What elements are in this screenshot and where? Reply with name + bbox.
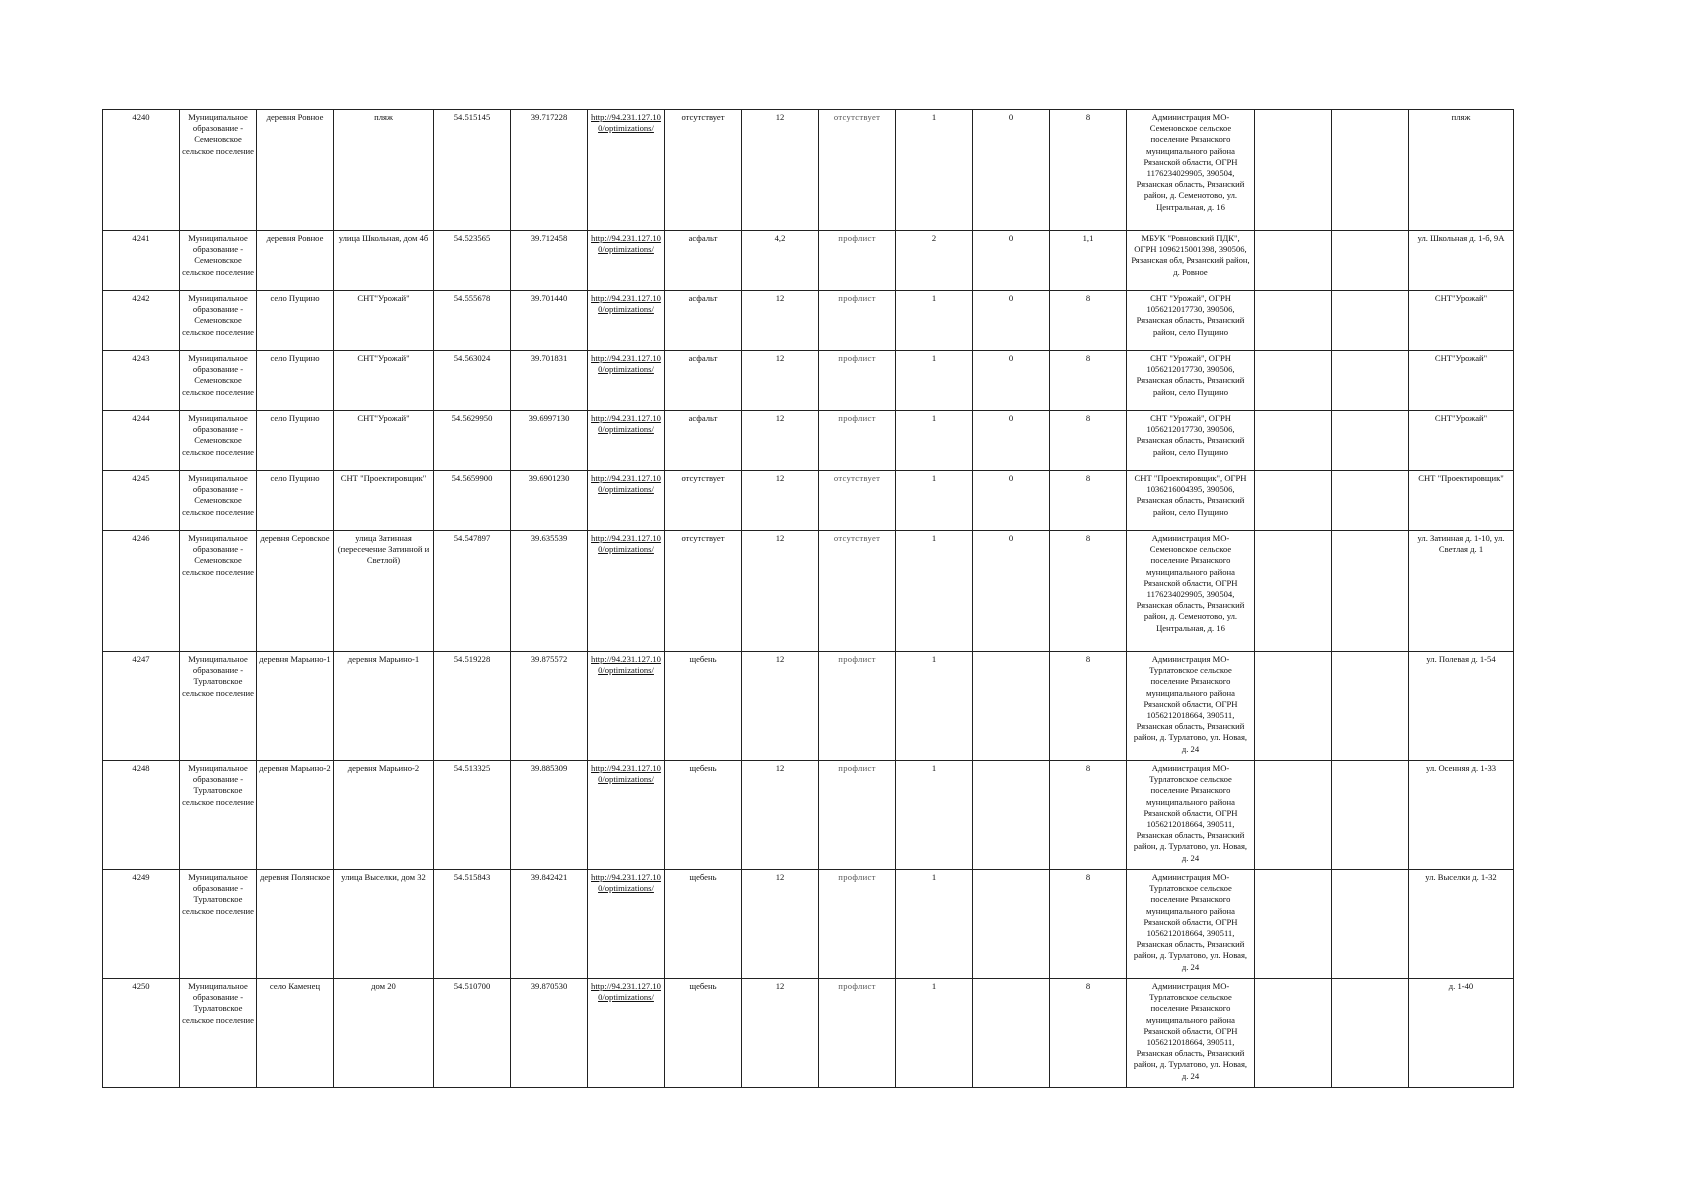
cell-empty — [1332, 351, 1409, 411]
cell-map-link[interactable] — [588, 761, 665, 870]
cell-fence: профлист — [819, 411, 896, 471]
cell-surface: асфальт — [665, 411, 742, 471]
cell-address: улица Школьная, дом 4б — [334, 231, 434, 291]
cell-settlement: деревня Полянское — [257, 870, 334, 979]
cell-latitude: 54.515843 — [434, 870, 511, 979]
table-row — [103, 291, 1514, 351]
cell-settlement: деревня Ровное — [257, 231, 334, 291]
cell-municipality: Муниципальное образование - Семеновское сельское поселение — [180, 110, 257, 231]
map-link[interactable]: http://94.231.127.10 0/optimizations/ — [591, 872, 661, 894]
cell-latitude: 54.513325 — [434, 761, 511, 870]
cell-empty — [1332, 110, 1409, 231]
cell-map-link[interactable] — [588, 979, 665, 1088]
cell-waste-sources: ул. Затинная д. 1-10, ул. Светлая д. 1 — [1409, 531, 1514, 652]
cell-volume: 1,1 — [1050, 231, 1127, 291]
registry-table-body — [103, 110, 1514, 1088]
cell-empty — [1332, 231, 1409, 291]
cell-empty — [1255, 291, 1332, 351]
table-row — [103, 411, 1514, 471]
cell-fence: отсутствует — [819, 471, 896, 531]
cell-map-link[interactable] — [588, 110, 665, 231]
cell-surface: асфальт — [665, 351, 742, 411]
cell-owner: СНТ "Урожай", ОГРН 1056212017730, 390506, Рязанская область, Рязанский район, село Пущино — [1127, 291, 1255, 351]
cell-empty — [1332, 471, 1409, 531]
cell-address: СНТ"Урожай" — [334, 291, 434, 351]
table-row — [103, 351, 1514, 411]
cell-waste-sources: ул. Выселки д. 1-32 — [1409, 870, 1514, 979]
cell-fence: отсутствует — [819, 110, 896, 231]
cell-id: 4250 — [103, 979, 180, 1088]
cell-area: 12 — [742, 471, 819, 531]
cell-waste-sources: СНТ"Урожай" — [1409, 291, 1514, 351]
cell-container-count: 1 — [896, 351, 973, 411]
cell-id: 4240 — [103, 110, 180, 231]
cell-owner: Администрация МО-Турлатовское сельское поселение Рязанского муниципального района Рязанской области, ОГРН 1056212018664, 390511, Рязанская область, Рязанский район, д. Турлатово, ул. Новая, д. 24 — [1127, 979, 1255, 1088]
cell-settlement: деревня Марьино-1 — [257, 652, 334, 761]
cell-map-link[interactable] — [588, 351, 665, 411]
cell-planned-count — [973, 979, 1050, 1088]
cell-container-count: 1 — [896, 110, 973, 231]
cell-container-count: 1 — [896, 471, 973, 531]
cell-latitude: 54.519228 — [434, 652, 511, 761]
map-link[interactable]: http://94.231.127.10 0/optimizations/ — [591, 473, 661, 495]
cell-waste-sources: СНТ"Урожай" — [1409, 411, 1514, 471]
cell-id: 4242 — [103, 291, 180, 351]
cell-map-link[interactable] — [588, 870, 665, 979]
cell-longitude: 39.701831 — [511, 351, 588, 411]
cell-planned-count: 0 — [973, 351, 1050, 411]
map-link[interactable]: http://94.231.127.10 0/optimizations/ — [591, 353, 661, 375]
cell-map-link[interactable] — [588, 471, 665, 531]
cell-empty — [1255, 110, 1332, 231]
cell-surface: асфальт — [665, 291, 742, 351]
cell-map-link[interactable] — [588, 291, 665, 351]
cell-settlement: деревня Серовское — [257, 531, 334, 652]
cell-municipality: Муниципальное образование - Турлатовское сельское поселение — [180, 761, 257, 870]
cell-surface: щебень — [665, 652, 742, 761]
cell-fence: профлист — [819, 761, 896, 870]
cell-id: 4247 — [103, 652, 180, 761]
cell-settlement: деревня Ровное — [257, 110, 334, 231]
cell-municipality: Муниципальное образование - Турлатовское сельское поселение — [180, 979, 257, 1088]
cell-container-count: 1 — [896, 291, 973, 351]
table-row — [103, 870, 1514, 979]
cell-area: 12 — [742, 761, 819, 870]
cell-empty — [1332, 531, 1409, 652]
cell-address: СНТ "Проектировщик" — [334, 471, 434, 531]
table-row — [103, 110, 1514, 231]
cell-id: 4241 — [103, 231, 180, 291]
cell-empty — [1332, 870, 1409, 979]
cell-planned-count: 0 — [973, 471, 1050, 531]
cell-area: 12 — [742, 291, 819, 351]
cell-empty — [1255, 471, 1332, 531]
cell-planned-count: 0 — [973, 110, 1050, 231]
table-row — [103, 979, 1514, 1088]
cell-volume: 8 — [1050, 652, 1127, 761]
cell-settlement: село Пущино — [257, 411, 334, 471]
cell-longitude: 39.6997130 — [511, 411, 588, 471]
cell-planned-count — [973, 870, 1050, 979]
cell-empty — [1332, 652, 1409, 761]
cell-owner: СНТ "Урожай", ОГРН 1056212017730, 390506, Рязанская область, Рязанский район, село Пущино — [1127, 411, 1255, 471]
cell-empty — [1255, 231, 1332, 291]
cell-empty — [1332, 761, 1409, 870]
cell-empty — [1255, 411, 1332, 471]
cell-settlement: село Каменец — [257, 979, 334, 1088]
table-row — [103, 231, 1514, 291]
cell-fence: профлист — [819, 291, 896, 351]
cell-latitude: 54.5659900 — [434, 471, 511, 531]
cell-municipality: Муниципальное образование - Турлатовское сельское поселение — [180, 652, 257, 761]
cell-latitude: 54.515145 — [434, 110, 511, 231]
cell-container-count: 1 — [896, 979, 973, 1088]
cell-settlement: село Пущино — [257, 351, 334, 411]
cell-surface: асфальт — [665, 231, 742, 291]
cell-address: улица Затинная (пересечение Затинной и Светлой) — [334, 531, 434, 652]
cell-longitude: 39.885309 — [511, 761, 588, 870]
cell-container-count: 1 — [896, 870, 973, 979]
cell-id: 4246 — [103, 531, 180, 652]
cell-address: пляж — [334, 110, 434, 231]
cell-container-count: 2 — [896, 231, 973, 291]
cell-address: СНТ"Урожай" — [334, 351, 434, 411]
cell-map-link[interactable] — [588, 652, 665, 761]
cell-area: 12 — [742, 411, 819, 471]
cell-volume: 8 — [1050, 291, 1127, 351]
map-link[interactable]: http://94.231.127.10 0/optimizations/ — [591, 654, 661, 676]
cell-surface: отсутствует — [665, 471, 742, 531]
cell-volume: 8 — [1050, 531, 1127, 652]
cell-longitude: 39.635539 — [511, 531, 588, 652]
cell-container-count: 1 — [896, 531, 973, 652]
cell-longitude: 39.712458 — [511, 231, 588, 291]
cell-fence: профлист — [819, 652, 896, 761]
cell-owner: Администрация МО-Турлатовское сельское поселение Рязанского муниципального района Рязанской области, ОГРН 1056212018664, 390511, Рязанская область, Рязанский район, д. Турлатово, ул. Новая, д. 24 — [1127, 652, 1255, 761]
cell-address: деревня Марьино-2 — [334, 761, 434, 870]
registry-table — [102, 109, 1514, 1088]
cell-planned-count: 0 — [973, 231, 1050, 291]
map-link[interactable]: http://94.231.127.10 0/optimizations/ — [591, 233, 661, 255]
cell-empty — [1255, 652, 1332, 761]
cell-latitude: 54.555678 — [434, 291, 511, 351]
cell-waste-sources: ул. Школьная д. 1-б, 9А — [1409, 231, 1514, 291]
cell-latitude: 54.547897 — [434, 531, 511, 652]
cell-planned-count — [973, 652, 1050, 761]
cell-empty — [1255, 870, 1332, 979]
cell-map-link[interactable] — [588, 231, 665, 291]
cell-municipality: Муниципальное образование - Семеновское сельское поселение — [180, 531, 257, 652]
cell-owner: СНТ "Проектировщик", ОГРН 1036216004395, 390506, Рязанская область, Рязанский район, село Пущино — [1127, 471, 1255, 531]
table-row — [103, 761, 1514, 870]
map-link[interactable]: http://94.231.127.10 0/optimizations/ — [591, 981, 661, 1003]
cell-area: 12 — [742, 870, 819, 979]
cell-fence: профлист — [819, 231, 896, 291]
map-link[interactable]: http://94.231.127.10 0/optimizations/ — [591, 112, 661, 134]
cell-waste-sources: ул. Полевая д. 1-54 — [1409, 652, 1514, 761]
cell-map-link[interactable] — [588, 411, 665, 471]
cell-municipality: Муниципальное образование - Турлатовское сельское поселение — [180, 870, 257, 979]
cell-fence: профлист — [819, 351, 896, 411]
cell-area: 12 — [742, 531, 819, 652]
cell-owner: Администрация МО-Семеновское сельское поселение Рязанского муниципального района Рязанской области, ОГРН 1176234029905, 390504, Рязанская область, Рязанский район, д. Семенотово, ул. Центральная, д. 16 — [1127, 531, 1255, 652]
cell-address: деревня Марьино-1 — [334, 652, 434, 761]
cell-volume: 8 — [1050, 471, 1127, 531]
cell-waste-sources: СНТ"Урожай" — [1409, 351, 1514, 411]
cell-settlement: село Пущино — [257, 471, 334, 531]
cell-owner: Администрация МО-Турлатовское сельское поселение Рязанского муниципального района Рязанской области, ОГРН 1056212018664, 390511, Рязанская область, Рязанский район, д. Турлатово, ул. Новая, д. 24 — [1127, 761, 1255, 870]
cell-address: СНТ"Урожай" — [334, 411, 434, 471]
cell-area: 12 — [742, 351, 819, 411]
cell-surface: щебень — [665, 761, 742, 870]
map-link[interactable]: http://94.231.127.10 0/optimizations/ — [591, 413, 661, 435]
cell-container-count: 1 — [896, 411, 973, 471]
cell-empty — [1255, 979, 1332, 1088]
cell-volume: 8 — [1050, 979, 1127, 1088]
cell-owner: Администрация МО-Турлатовское сельское поселение Рязанского муниципального района Рязанской области, ОГРН 1056212018664, 390511, Рязанская область, Рязанский район, д. Турлатово, ул. Новая, д. 24 — [1127, 870, 1255, 979]
cell-empty — [1255, 351, 1332, 411]
cell-empty — [1255, 531, 1332, 652]
cell-fence: профлист — [819, 979, 896, 1088]
cell-area: 12 — [742, 652, 819, 761]
cell-area: 12 — [742, 979, 819, 1088]
table-row — [103, 531, 1514, 652]
cell-planned-count: 0 — [973, 531, 1050, 652]
cell-surface: щебень — [665, 870, 742, 979]
cell-longitude: 39.701440 — [511, 291, 588, 351]
cell-planned-count: 0 — [973, 291, 1050, 351]
cell-municipality: Муниципальное образование - Семеновское сельское поселение — [180, 471, 257, 531]
cell-map-link[interactable] — [588, 531, 665, 652]
cell-owner: Администрация МО-Семеновское сельское поселение Рязанского муниципального района Рязанской области, ОГРН 1176234029905, 390504, Рязанская область, Рязанский район, д. Семенотово, ул. Центральная, д. 16 — [1127, 110, 1255, 231]
cell-owner: МБУК "Ровновский ПДК", ОГРН 1096215001398, 390506, Рязанская обл, Рязанский район, д. Ровное — [1127, 231, 1255, 291]
cell-latitude: 54.510700 — [434, 979, 511, 1088]
cell-container-count: 1 — [896, 761, 973, 870]
cell-volume: 8 — [1050, 761, 1127, 870]
cell-municipality: Муниципальное образование - Семеновское сельское поселение — [180, 291, 257, 351]
map-link[interactable]: http://94.231.127.10 0/optimizations/ — [591, 763, 661, 785]
cell-longitude: 39.875572 — [511, 652, 588, 761]
cell-area: 12 — [742, 110, 819, 231]
cell-municipality: Муниципальное образование - Семеновское сельское поселение — [180, 231, 257, 291]
cell-latitude: 54.5629950 — [434, 411, 511, 471]
cell-empty — [1255, 761, 1332, 870]
cell-address: дом 20 — [334, 979, 434, 1088]
cell-municipality: Муниципальное образование - Семеновское сельское поселение — [180, 351, 257, 411]
cell-settlement: село Пущино — [257, 291, 334, 351]
cell-planned-count: 0 — [973, 411, 1050, 471]
cell-empty — [1332, 979, 1409, 1088]
cell-surface: щебень — [665, 979, 742, 1088]
cell-municipality: Муниципальное образование - Семеновское сельское поселение — [180, 411, 257, 471]
cell-container-count: 1 — [896, 652, 973, 761]
cell-waste-sources: ул. Осенняя д. 1-33 — [1409, 761, 1514, 870]
map-link[interactable]: http://94.231.127.10 0/optimizations/ — [591, 533, 661, 555]
cell-volume: 8 — [1050, 110, 1127, 231]
table-row — [103, 471, 1514, 531]
cell-longitude: 39.842421 — [511, 870, 588, 979]
cell-settlement: деревня Марьино-2 — [257, 761, 334, 870]
cell-id: 4249 — [103, 870, 180, 979]
cell-area: 4,2 — [742, 231, 819, 291]
cell-volume: 8 — [1050, 411, 1127, 471]
cell-waste-sources: СНТ "Проектировщик" — [1409, 471, 1514, 531]
cell-id: 4248 — [103, 761, 180, 870]
cell-id: 4244 — [103, 411, 180, 471]
cell-fence: профлист — [819, 870, 896, 979]
cell-volume: 8 — [1050, 351, 1127, 411]
cell-longitude: 39.870530 — [511, 979, 588, 1088]
cell-fence: отсутствует — [819, 531, 896, 652]
table-row — [103, 652, 1514, 761]
cell-empty — [1332, 411, 1409, 471]
map-link[interactable]: http://94.231.127.10 0/optimizations/ — [591, 293, 661, 315]
cell-latitude: 54.563024 — [434, 351, 511, 411]
cell-address: улица Выселки, дом 32 — [334, 870, 434, 979]
cell-surface: отсутствует — [665, 110, 742, 231]
cell-latitude: 54.523565 — [434, 231, 511, 291]
cell-longitude: 39.6901230 — [511, 471, 588, 531]
cell-surface: отсутствует — [665, 531, 742, 652]
cell-id: 4245 — [103, 471, 180, 531]
cell-planned-count — [973, 761, 1050, 870]
cell-waste-sources: пляж — [1409, 110, 1514, 231]
cell-empty — [1332, 291, 1409, 351]
cell-owner: СНТ "Урожай", ОГРН 1056212017730, 390506, Рязанская область, Рязанский район, село Пущино — [1127, 351, 1255, 411]
cell-id: 4243 — [103, 351, 180, 411]
cell-waste-sources: д. 1-40 — [1409, 979, 1514, 1088]
cell-longitude: 39.717228 — [511, 110, 588, 231]
cell-volume: 8 — [1050, 870, 1127, 979]
